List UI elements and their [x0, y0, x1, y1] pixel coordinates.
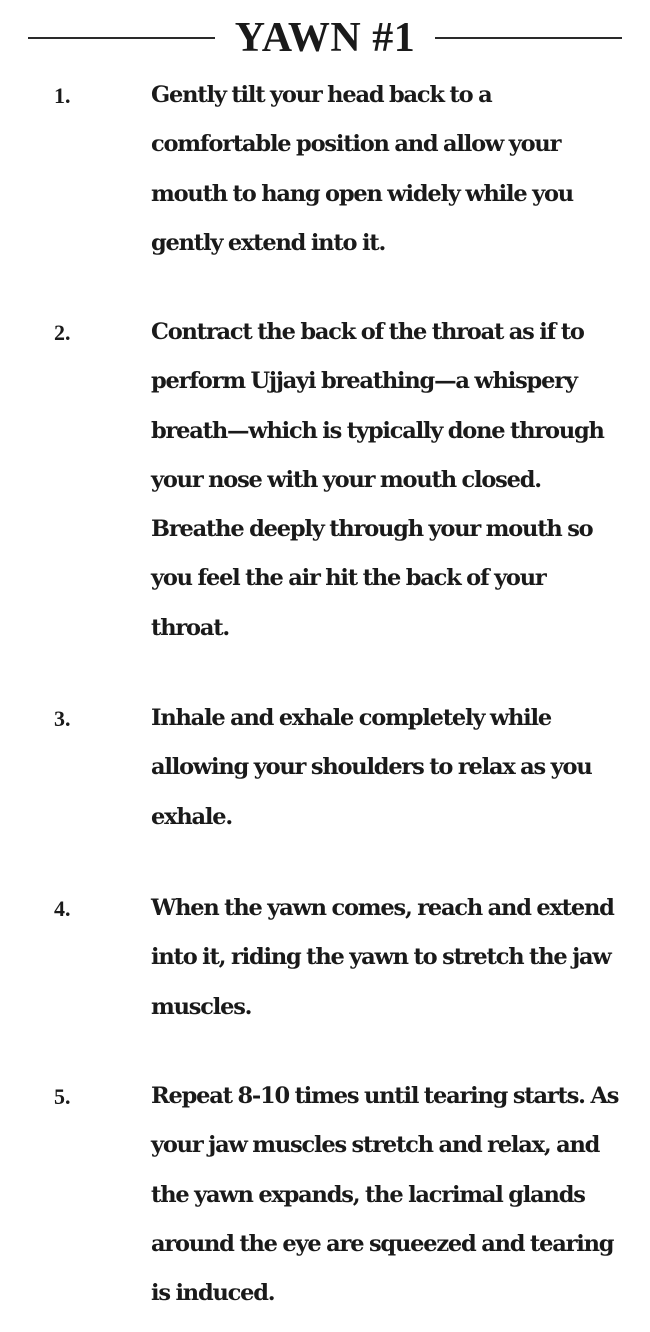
heading-rule-left — [28, 37, 215, 39]
heading-rule-right — [435, 37, 622, 39]
step-number: 3. — [54, 706, 71, 731]
step-text: When the yawn comes, reach and extend into it, riding the yawn to stretch the jaw muscles. — [151, 895, 614, 1020]
step-text: Gently tilt your head back to a comfortable position and allow your mouth to hang open widely while you gently extend into it. — [151, 82, 573, 256]
step-number: 4. — [54, 896, 71, 921]
step-text: Repeat 8-10 times until tearing starts. As your jaw muscles stretch and relax, and the yawn expands, the lacrimal glands around the eye are squeezed and tearing is induced. — [151, 1083, 619, 1307]
step-number: 5. — [54, 1084, 71, 1109]
page-title: YAWN #1 — [234, 15, 416, 61]
step-number: 1. — [54, 83, 71, 108]
step-text: Contract the back of the throat as if to perform Ujjayi breathing—a whispery breath—which is typically done through your nose with your mouth closed. Breathe deeply through your mouth so you feel the air hit the back of your throat. — [151, 319, 604, 641]
section-heading — [28, 10, 622, 66]
step-text: Inhale and exhale completely while allowing your shoulders to relax as you exhale. — [151, 705, 592, 830]
step-number: 2. — [54, 320, 71, 345]
